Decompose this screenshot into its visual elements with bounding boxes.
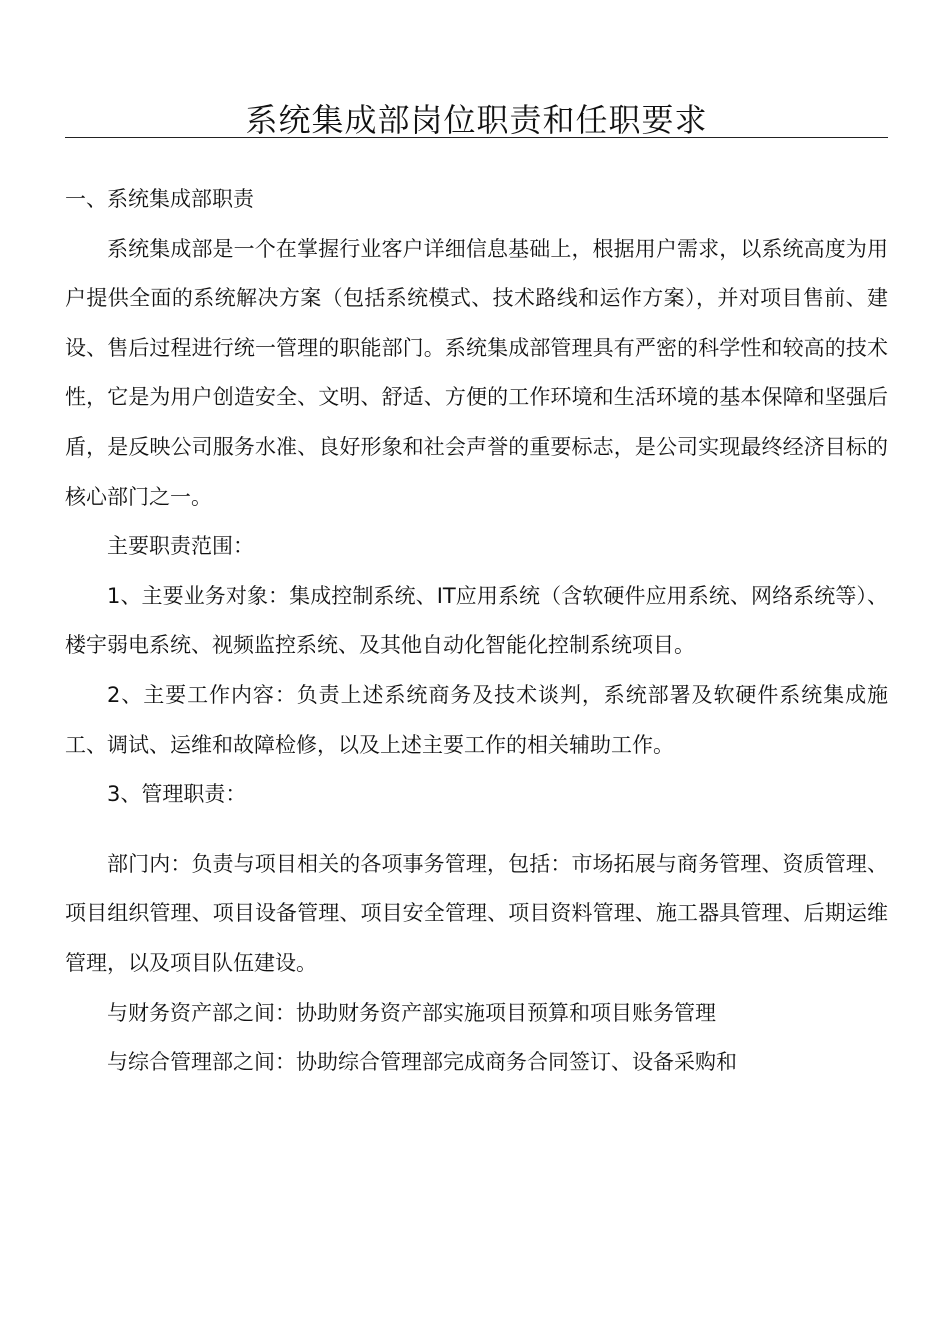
document-title: 系统集成部岗位职责和任职要求 [245, 101, 708, 139]
list-item-work-content: 2、主要工作内容：负责上述系统商务及技术谈判，系统部署及软硬件系统集成施工、调试、运维和故障检修，以及上述主要工作的相关辅助工作。 [65, 682, 888, 757]
section-heading: 一、系统集成部职责 [65, 187, 254, 211]
intro-paragraph: 系统集成部是一个在掌握行业客户详细信息基础上，根据用户需求，以系统高度为用户提供全面的系统解决方案（包括系统模式、技术路线和运作方案），并对项目售前、建设、售后过程进行统一管理的职能部门。系统集成部管理具有严密的科学性和较高的技术性，它是为用户创造安全、文明、舒适、方便的工作环境和生活环境的基本保障和坚强后盾，是反映公司服务水准、良好形象和社会声誉的重要标志，是公司实现最终经济目标的核心部门之一。 [65, 236, 888, 509]
document-body [65, 175, 888, 1088]
list-item-business-objects: 1、主要业务对象：集成控制系统、IT应用系统（含软硬件应用系统、网络系统等）、楼宇弱电系统、视频监控系统、及其他自动化智能化控制系统项目。 [65, 583, 888, 658]
paragraph-internal-dept: 部门内：负责与项目相关的各项事务管理，包括：市场拓展与商务管理、资质管理、项目组织管理、项目设备管理、项目安全管理、项目资料管理、施工器具管理、后期运维管理，以及项目队伍建设。 [65, 851, 888, 975]
scope-heading: 主要职责范围： [107, 534, 254, 559]
title-underline [65, 137, 888, 138]
list-item-management-duties: 3、管理职责： [107, 782, 247, 807]
paragraph-with-admin: 与综合管理部之间：协助综合管理部完成商务合同签订、设备采购和 [107, 1050, 737, 1075]
paragraph-with-finance: 与财务资产部之间：协助财务资产部实施项目预算和项目账务管理 [107, 1000, 716, 1025]
